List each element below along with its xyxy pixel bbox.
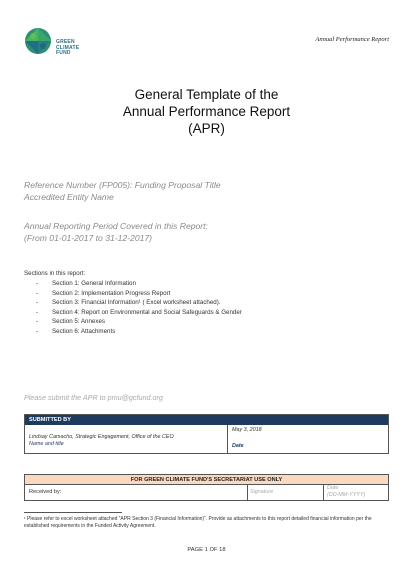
divider xyxy=(247,485,248,500)
title-line-3: (APR) xyxy=(188,121,225,136)
received-by-label: Received by: xyxy=(29,489,62,495)
date-value: May 3, 2018 xyxy=(232,427,262,433)
section-item: - Section 4: Report on Environmental and Social Safeguards & Gender xyxy=(36,308,242,316)
accredited-entity: Accredited Entity Name xyxy=(24,191,114,202)
section-item: - Section 3: Financial Information¹ ( Excel worksheet attached). xyxy=(36,299,221,307)
document-title xyxy=(0,86,413,137)
section-item: - Section 6: Attachments xyxy=(36,327,116,335)
reference-block xyxy=(24,180,221,203)
submitted-by-header: SUBMITTED BY xyxy=(25,415,388,425)
secretariat-table xyxy=(24,474,389,501)
date-cell[interactable] xyxy=(228,425,388,454)
reference-number: Reference Number (FP005): Funding Proposal Title xyxy=(24,180,221,190)
received-date-field[interactable]: Date (DD-MM-YYYY) xyxy=(327,485,366,498)
sections-list xyxy=(36,279,242,337)
logo xyxy=(24,27,104,71)
name-title-cell[interactable] xyxy=(25,425,228,454)
page-number: PAGE 1 OF 18 xyxy=(187,547,226,553)
divider xyxy=(323,485,324,500)
reporting-period-block xyxy=(24,221,208,244)
name-title-label: Name and title xyxy=(29,441,64,447)
gcf-logo-icon xyxy=(24,27,52,55)
logo-wordmark: GREEN CLIMATE FUND xyxy=(56,39,80,57)
footnote: ¹ Please refer to excel worksheet attached “APR Section 3 (Financial Information)”. Provide as attachments to this report detailed financial information per the established requirements in the Funded Activity Agreement. xyxy=(24,516,372,529)
title-line-1: General Template of the xyxy=(134,87,279,102)
section-item: - Section 1: General Information xyxy=(36,280,136,287)
name-title-value: Lindsay Camacho, Strategic Engagement, Office of the CEO xyxy=(29,434,174,440)
secretariat-header: FOR GREEN CLIMATE FUND'S SECRETARIAT USE ONLY xyxy=(25,475,388,485)
running-header: Annual Performance Report xyxy=(315,36,389,43)
title-line-2: Annual Performance Report xyxy=(122,104,291,119)
section-item: - Section 5: Annexes xyxy=(36,318,105,326)
sections-heading: Sections in this report: xyxy=(24,270,86,277)
submitted-by-table xyxy=(24,414,389,454)
submit-instruction: Please submit the APR to pmu@gcfund.org xyxy=(24,393,163,402)
date-label: Date xyxy=(232,443,244,449)
footnote-rule xyxy=(24,512,122,513)
section-item: - Section 2: Implementation Progress Report xyxy=(36,289,171,297)
reporting-period-label: Annual Reporting Period Covered in this Report: xyxy=(24,221,208,231)
signature-field[interactable]: Signature xyxy=(250,489,274,495)
reporting-period-range: (From 01-01-2017 to 31-12-2017) xyxy=(24,232,153,243)
